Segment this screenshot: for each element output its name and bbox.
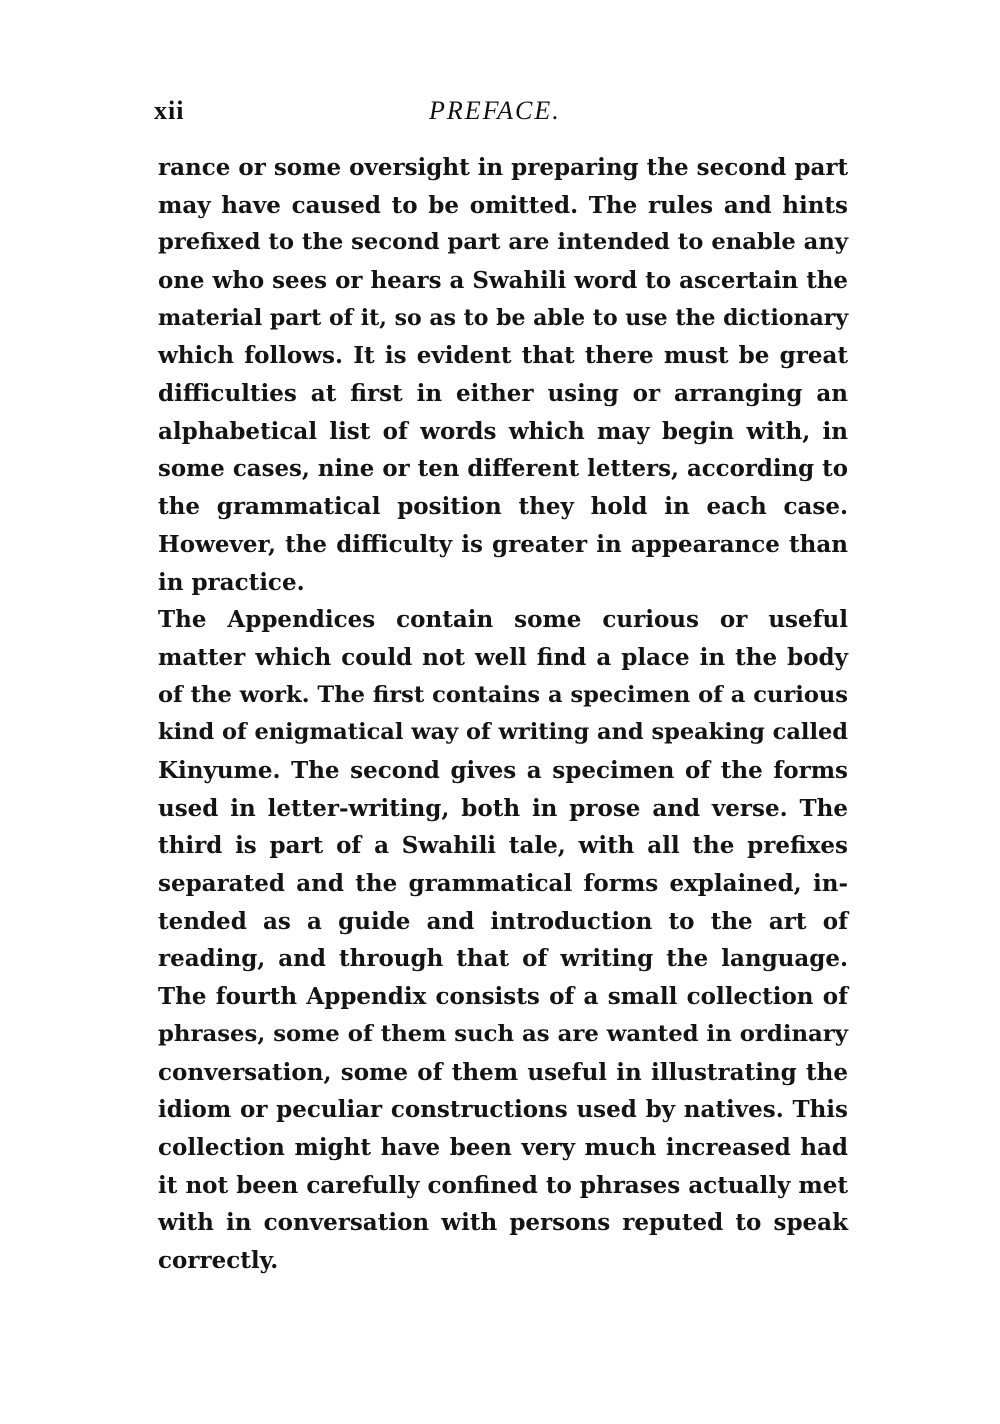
text-line: separated and the grammatical forms explained, in- — [158, 870, 848, 898]
text-line: The fourth Appendix consists of a small collection of — [158, 983, 848, 1011]
paragraph-2 — [158, 601, 848, 1279]
text-line: alphabetical list of words which may begin with, in — [158, 417, 848, 445]
text-line: collection might have been very much increased had — [158, 1133, 848, 1161]
text-line: The Appendices contain some curious or useful — [158, 606, 848, 634]
text-line: kind of enigmatical way of writing and speaking called — [158, 719, 848, 746]
text-line: difficulties at first in either using or arranging an — [158, 380, 848, 408]
page-header — [154, 96, 844, 136]
text-line: one who sees or hears a Swahili word to ascertain the — [158, 267, 848, 295]
text-line: correctly. — [158, 1246, 279, 1274]
text-line: the grammatical position they hold in each case. — [158, 493, 848, 521]
text-line: third is part of a Swahili tale, with all the prefixes — [158, 832, 848, 860]
text-line: used in letter-writing, both in prose and verse. The — [158, 794, 848, 822]
text-line: some cases, nine or ten different letters, according to — [158, 455, 848, 482]
text-line: material part of it, so as to be able to use the dictionary — [158, 304, 849, 331]
text-line: However, the difficulty is greater in appearance than — [158, 530, 848, 558]
running-head: PREFACE. — [429, 96, 561, 125]
text-line: with in conversation with persons reputed to speak — [158, 1209, 848, 1237]
paragraph-1 — [158, 149, 848, 601]
text-line: of the work. The first contains a specimen of a curious — [158, 681, 848, 708]
page-number: xii — [154, 96, 185, 125]
body-text — [158, 149, 848, 1280]
text-line: in practice. — [158, 568, 305, 596]
text-line: conversation, some of them useful in illustrating the — [158, 1058, 848, 1086]
text-line: which follows. It is evident that there must be great — [158, 342, 848, 370]
text-line: Kinyume. The second gives a specimen of the forms — [158, 757, 848, 784]
text-line: tended as a guide and introduction to the art of — [158, 907, 848, 935]
text-line: prefixed to the second part are intended to enable any — [158, 229, 848, 256]
text-line: may have caused to be omitted. The rules and hints — [158, 191, 848, 219]
text-line: phrases, some of them such as are wanted in ordinary — [158, 1020, 848, 1047]
text-line: idiom or peculiar constructions used by natives. This — [158, 1096, 848, 1124]
text-line: it not been carefully confined to phrases actually met — [158, 1171, 848, 1199]
text-line: rance or some oversight in preparing the second part — [158, 154, 849, 181]
text-line: matter which could not well find a place in the body — [158, 643, 848, 671]
text-line: reading, and through that of writing the language. — [158, 945, 848, 973]
